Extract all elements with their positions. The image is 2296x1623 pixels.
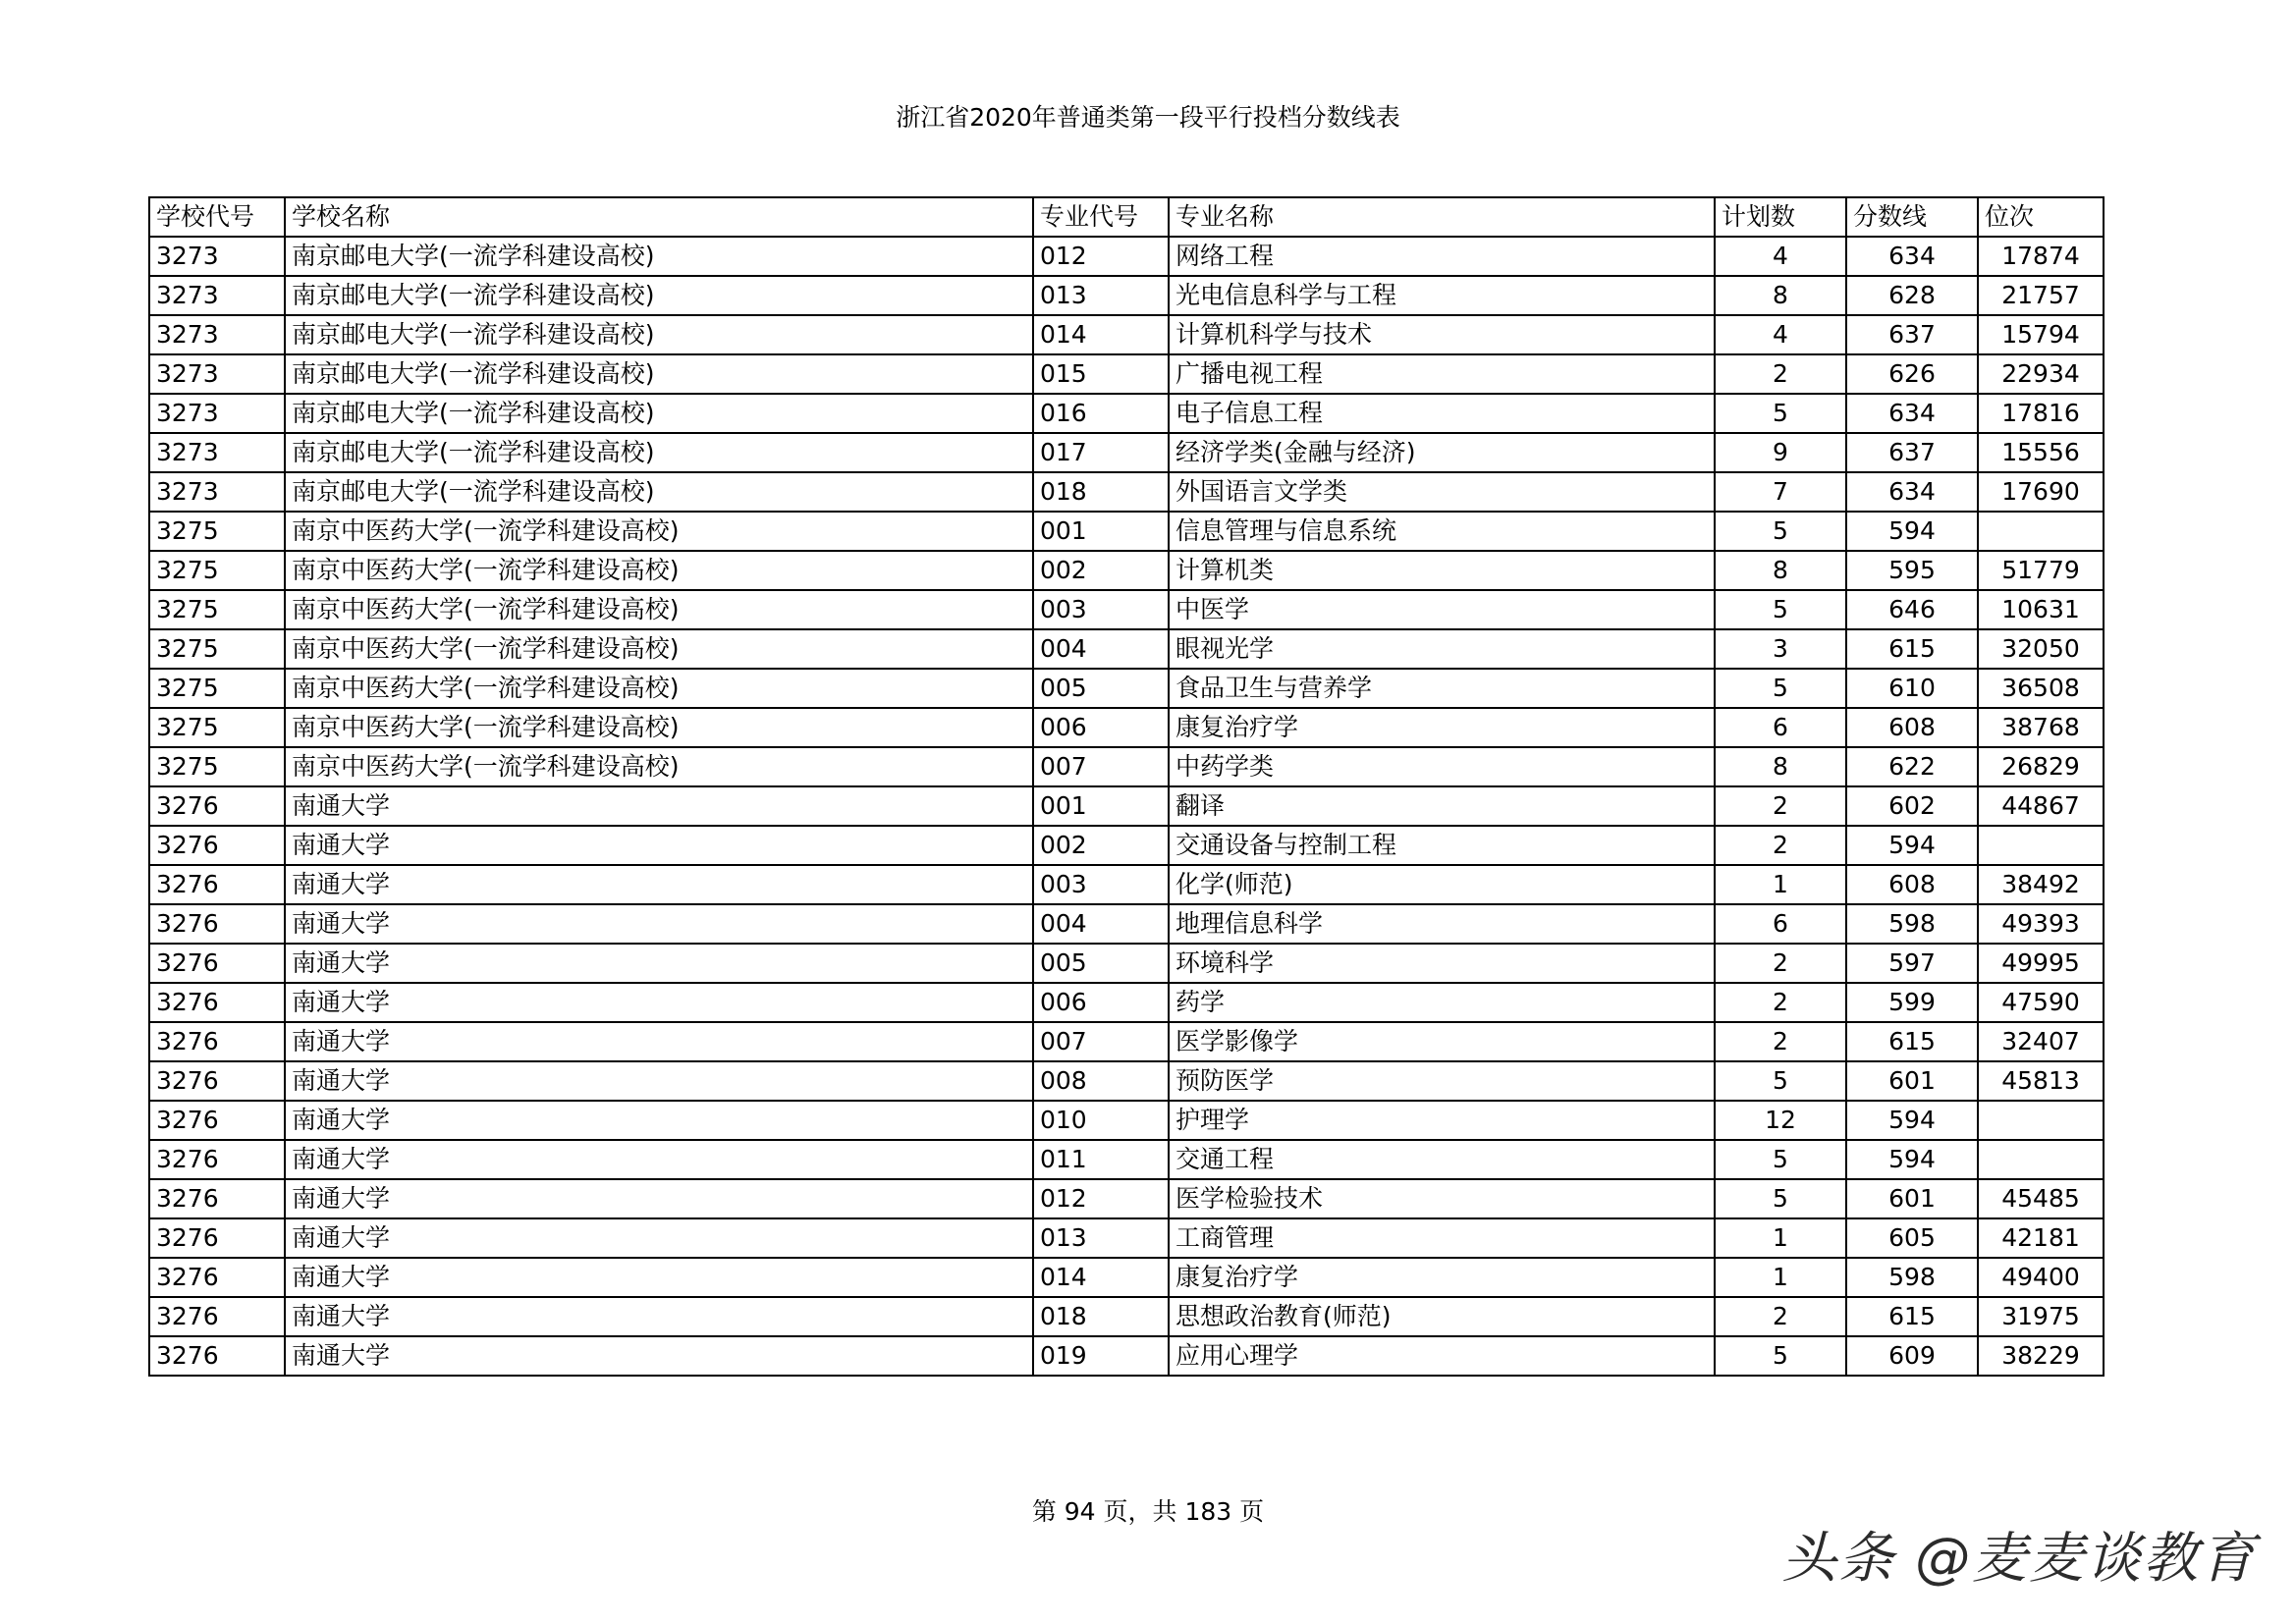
table-row <box>149 944 2104 983</box>
rank-cell: 31975 <box>1978 1297 2104 1336</box>
table-row <box>149 1061 2104 1101</box>
major-name-cell: 康复治疗学 <box>1169 708 1715 747</box>
major-name-cell: 眼视光学 <box>1169 629 1715 669</box>
school-name-cell: 南通大学 <box>285 1258 1033 1297</box>
score-line-cell: 602 <box>1846 786 1978 826</box>
score-line-cell: 601 <box>1846 1179 1978 1218</box>
rank-cell: 21757 <box>1978 276 2104 315</box>
school-name-cell: 南通大学 <box>285 1336 1033 1376</box>
major-code-cell: 007 <box>1033 747 1169 786</box>
major-name-cell: 电子信息工程 <box>1169 394 1715 433</box>
school-name-cell: 南通大学 <box>285 1140 1033 1179</box>
school-name-cell: 南京邮电大学(一流学科建设高校) <box>285 394 1033 433</box>
table-row <box>149 354 2104 394</box>
major-code-cell: 014 <box>1033 315 1169 354</box>
school-name-cell: 南通大学 <box>285 1022 1033 1061</box>
major-name-cell: 地理信息科学 <box>1169 904 1715 944</box>
rank-cell: 49995 <box>1978 944 2104 983</box>
document-title: 浙江省2020年普通类第一段平行投档分数线表 <box>896 103 1400 132</box>
major-code-cell: 008 <box>1033 1061 1169 1101</box>
rank-cell: 26829 <box>1978 747 2104 786</box>
score-line-cell: 634 <box>1846 394 1978 433</box>
table-row <box>149 1179 2104 1218</box>
school-code-cell: 3273 <box>149 276 285 315</box>
table-row <box>149 1022 2104 1061</box>
major-code-cell: 001 <box>1033 786 1169 826</box>
score-line-cell: 626 <box>1846 354 1978 394</box>
major-code-cell: 002 <box>1033 551 1169 590</box>
rank-cell <box>1978 512 2104 551</box>
table-row <box>149 237 2104 276</box>
major-code-cell: 019 <box>1033 1336 1169 1376</box>
major-name-cell: 工商管理 <box>1169 1218 1715 1258</box>
header-major-name: 专业名称 <box>1169 197 1715 237</box>
school-name-cell: 南通大学 <box>285 1101 1033 1140</box>
major-code-cell: 018 <box>1033 1297 1169 1336</box>
plan-count-cell: 2 <box>1715 786 1846 826</box>
score-line-cell: 628 <box>1846 276 1978 315</box>
plan-count-cell: 1 <box>1715 1258 1846 1297</box>
major-code-cell: 011 <box>1033 1140 1169 1179</box>
plan-count-cell: 8 <box>1715 551 1846 590</box>
major-name-cell: 预防医学 <box>1169 1061 1715 1101</box>
plan-count-cell: 1 <box>1715 1218 1846 1258</box>
school-code-cell: 3276 <box>149 786 285 826</box>
school-code-cell: 3276 <box>149 865 285 904</box>
score-line-cell: 634 <box>1846 472 1978 512</box>
major-name-cell: 光电信息科学与工程 <box>1169 276 1715 315</box>
school-code-cell: 3276 <box>149 1258 285 1297</box>
table-row <box>149 276 2104 315</box>
school-name-cell: 南京中医药大学(一流学科建设高校) <box>285 590 1033 629</box>
header-plan-count: 计划数 <box>1715 197 1846 237</box>
school-name-cell: 南通大学 <box>285 1061 1033 1101</box>
rank-cell <box>1978 826 2104 865</box>
plan-count-cell: 12 <box>1715 1101 1846 1140</box>
major-name-cell: 计算机科学与技术 <box>1169 315 1715 354</box>
major-name-cell: 应用心理学 <box>1169 1336 1715 1376</box>
major-name-cell: 信息管理与信息系统 <box>1169 512 1715 551</box>
rank-cell: 47590 <box>1978 983 2104 1022</box>
plan-count-cell: 5 <box>1715 1336 1846 1376</box>
major-code-cell: 018 <box>1033 472 1169 512</box>
school-name-cell: 南通大学 <box>285 865 1033 904</box>
school-code-cell: 3273 <box>149 354 285 394</box>
rank-cell <box>1978 1140 2104 1179</box>
major-name-cell: 交通工程 <box>1169 1140 1715 1179</box>
score-line-cell: 610 <box>1846 669 1978 708</box>
table-row <box>149 1336 2104 1376</box>
school-code-cell: 3276 <box>149 944 285 983</box>
header-rank: 位次 <box>1978 197 2104 237</box>
major-code-cell: 003 <box>1033 865 1169 904</box>
school-code-cell: 3273 <box>149 433 285 472</box>
header-school-code: 学校代号 <box>149 197 285 237</box>
major-name-cell: 翻译 <box>1169 786 1715 826</box>
table-row <box>149 551 2104 590</box>
school-code-cell: 3276 <box>149 1218 285 1258</box>
major-name-cell: 中医学 <box>1169 590 1715 629</box>
score-line-cell: 615 <box>1846 629 1978 669</box>
major-code-cell: 010 <box>1033 1101 1169 1140</box>
rank-cell: 45485 <box>1978 1179 2104 1218</box>
school-code-cell: 3275 <box>149 708 285 747</box>
rank-cell: 45813 <box>1978 1061 2104 1101</box>
school-code-cell: 3273 <box>149 394 285 433</box>
major-name-cell: 食品卫生与营养学 <box>1169 669 1715 708</box>
header-major-code: 专业代号 <box>1033 197 1169 237</box>
rank-cell: 17874 <box>1978 237 2104 276</box>
school-code-cell: 3276 <box>149 826 285 865</box>
major-name-cell: 交通设备与控制工程 <box>1169 826 1715 865</box>
admission-score-table <box>148 196 2105 1377</box>
major-name-cell: 中药学类 <box>1169 747 1715 786</box>
plan-count-cell: 2 <box>1715 354 1846 394</box>
school-code-cell: 3276 <box>149 1101 285 1140</box>
school-code-cell: 3275 <box>149 629 285 669</box>
score-line-cell: 594 <box>1846 826 1978 865</box>
rank-cell: 36508 <box>1978 669 2104 708</box>
header-score-line: 分数线 <box>1846 197 1978 237</box>
plan-count-cell: 6 <box>1715 708 1846 747</box>
major-code-cell: 006 <box>1033 708 1169 747</box>
school-code-cell: 3273 <box>149 472 285 512</box>
school-code-cell: 3276 <box>149 983 285 1022</box>
school-name-cell: 南京邮电大学(一流学科建设高校) <box>285 354 1033 394</box>
plan-count-cell: 7 <box>1715 472 1846 512</box>
rank-cell <box>1978 1101 2104 1140</box>
plan-count-cell: 1 <box>1715 865 1846 904</box>
rank-cell: 10631 <box>1978 590 2104 629</box>
major-code-cell: 004 <box>1033 904 1169 944</box>
score-line-cell: 598 <box>1846 904 1978 944</box>
watermark: 头条 @麦麦谈教育 <box>1781 1527 2257 1591</box>
table-row <box>149 1258 2104 1297</box>
school-code-cell: 3276 <box>149 1297 285 1336</box>
major-code-cell: 002 <box>1033 826 1169 865</box>
table-row <box>149 786 2104 826</box>
school-name-cell: 南京中医药大学(一流学科建设高校) <box>285 669 1033 708</box>
school-name-cell: 南通大学 <box>285 1179 1033 1218</box>
table-row <box>149 394 2104 433</box>
major-code-cell: 003 <box>1033 590 1169 629</box>
major-name-cell: 药学 <box>1169 983 1715 1022</box>
school-name-cell: 南京中医药大学(一流学科建设高校) <box>285 629 1033 669</box>
rank-cell: 22934 <box>1978 354 2104 394</box>
plan-count-cell: 5 <box>1715 1061 1846 1101</box>
major-name-cell: 护理学 <box>1169 1101 1715 1140</box>
table-header-row <box>149 197 2104 237</box>
school-name-cell: 南通大学 <box>285 1297 1033 1336</box>
school-code-cell: 3275 <box>149 512 285 551</box>
score-line-cell: 615 <box>1846 1022 1978 1061</box>
major-name-cell: 化学(师范) <box>1169 865 1715 904</box>
school-code-cell: 3275 <box>149 669 285 708</box>
school-name-cell: 南京中医药大学(一流学科建设高校) <box>285 708 1033 747</box>
rank-cell: 32050 <box>1978 629 2104 669</box>
rank-cell: 49393 <box>1978 904 2104 944</box>
school-code-cell: 3275 <box>149 551 285 590</box>
plan-count-cell: 2 <box>1715 1022 1846 1061</box>
school-code-cell: 3276 <box>149 1061 285 1101</box>
plan-count-cell: 6 <box>1715 904 1846 944</box>
rank-cell: 17690 <box>1978 472 2104 512</box>
school-code-cell: 3275 <box>149 747 285 786</box>
major-name-cell: 思想政治教育(师范) <box>1169 1297 1715 1336</box>
rank-cell: 17816 <box>1978 394 2104 433</box>
table-row <box>149 708 2104 747</box>
score-line-cell: 637 <box>1846 433 1978 472</box>
table-row <box>149 1218 2104 1258</box>
table-body <box>149 237 2104 1376</box>
school-code-cell: 3276 <box>149 1140 285 1179</box>
school-code-cell: 3273 <box>149 315 285 354</box>
school-name-cell: 南京邮电大学(一流学科建设高校) <box>285 433 1033 472</box>
school-name-cell: 南通大学 <box>285 786 1033 826</box>
major-code-cell: 012 <box>1033 237 1169 276</box>
score-line-cell: 605 <box>1846 1218 1978 1258</box>
table-row <box>149 1140 2104 1179</box>
school-name-cell: 南通大学 <box>285 904 1033 944</box>
score-line-cell: 634 <box>1846 237 1978 276</box>
major-code-cell: 017 <box>1033 433 1169 472</box>
rank-cell: 32407 <box>1978 1022 2104 1061</box>
major-name-cell: 康复治疗学 <box>1169 1258 1715 1297</box>
plan-count-cell: 2 <box>1715 826 1846 865</box>
table-row <box>149 983 2104 1022</box>
table-row <box>149 669 2104 708</box>
major-name-cell: 外国语言文学类 <box>1169 472 1715 512</box>
table-row <box>149 1101 2104 1140</box>
header-school-name: 学校名称 <box>285 197 1033 237</box>
table-row <box>149 1297 2104 1336</box>
plan-count-cell: 3 <box>1715 629 1846 669</box>
score-line-cell: 646 <box>1846 590 1978 629</box>
school-name-cell: 南京中医药大学(一流学科建设高校) <box>285 747 1033 786</box>
school-code-cell: 3275 <box>149 590 285 629</box>
major-code-cell: 012 <box>1033 1179 1169 1218</box>
page-footer: 第 94 页，共 183 页 <box>1031 1497 1265 1526</box>
rank-cell: 42181 <box>1978 1218 2104 1258</box>
table-row <box>149 826 2104 865</box>
table-row <box>149 629 2104 669</box>
rank-cell: 51779 <box>1978 551 2104 590</box>
school-code-cell: 3273 <box>149 237 285 276</box>
school-name-cell: 南京邮电大学(一流学科建设高校) <box>285 315 1033 354</box>
score-line-cell: 598 <box>1846 1258 1978 1297</box>
table-row <box>149 315 2104 354</box>
major-name-cell: 医学影像学 <box>1169 1022 1715 1061</box>
school-name-cell: 南通大学 <box>285 983 1033 1022</box>
plan-count-cell: 2 <box>1715 983 1846 1022</box>
table-row <box>149 433 2104 472</box>
major-name-cell: 广播电视工程 <box>1169 354 1715 394</box>
table-row <box>149 472 2104 512</box>
plan-count-cell: 4 <box>1715 237 1846 276</box>
major-code-cell: 004 <box>1033 629 1169 669</box>
major-code-cell: 014 <box>1033 1258 1169 1297</box>
school-name-cell: 南京中医药大学(一流学科建设高校) <box>285 512 1033 551</box>
table-row <box>149 512 2104 551</box>
plan-count-cell: 5 <box>1715 590 1846 629</box>
major-code-cell: 006 <box>1033 983 1169 1022</box>
score-line-cell: 609 <box>1846 1336 1978 1376</box>
rank-cell: 49400 <box>1978 1258 2104 1297</box>
school-code-cell: 3276 <box>149 1179 285 1218</box>
school-name-cell: 南通大学 <box>285 944 1033 983</box>
plan-count-cell: 5 <box>1715 1179 1846 1218</box>
school-code-cell: 3276 <box>149 904 285 944</box>
table-row <box>149 904 2104 944</box>
school-name-cell: 南通大学 <box>285 1218 1033 1258</box>
score-line-cell: 608 <box>1846 708 1978 747</box>
school-code-cell: 3276 <box>149 1336 285 1376</box>
table-row <box>149 865 2104 904</box>
score-line-cell: 594 <box>1846 512 1978 551</box>
score-line-cell: 601 <box>1846 1061 1978 1101</box>
table-row <box>149 590 2104 629</box>
major-code-cell: 001 <box>1033 512 1169 551</box>
major-name-cell: 经济学类(金融与经济) <box>1169 433 1715 472</box>
major-code-cell: 007 <box>1033 1022 1169 1061</box>
major-name-cell: 医学检验技术 <box>1169 1179 1715 1218</box>
school-name-cell: 南京邮电大学(一流学科建设高校) <box>285 472 1033 512</box>
plan-count-cell: 2 <box>1715 1297 1846 1336</box>
school-code-cell: 3276 <box>149 1022 285 1061</box>
score-line-cell: 597 <box>1846 944 1978 983</box>
plan-count-cell: 5 <box>1715 512 1846 551</box>
major-name-cell: 网络工程 <box>1169 237 1715 276</box>
score-line-cell: 608 <box>1846 865 1978 904</box>
school-name-cell: 南京邮电大学(一流学科建设高校) <box>285 276 1033 315</box>
rank-cell: 15794 <box>1978 315 2104 354</box>
major-code-cell: 016 <box>1033 394 1169 433</box>
score-line-cell: 622 <box>1846 747 1978 786</box>
table-row <box>149 747 2104 786</box>
major-code-cell: 013 <box>1033 276 1169 315</box>
score-line-cell: 637 <box>1846 315 1978 354</box>
plan-count-cell: 2 <box>1715 944 1846 983</box>
school-name-cell: 南通大学 <box>285 826 1033 865</box>
major-code-cell: 005 <box>1033 944 1169 983</box>
major-name-cell: 环境科学 <box>1169 944 1715 983</box>
plan-count-cell: 5 <box>1715 669 1846 708</box>
major-code-cell: 015 <box>1033 354 1169 394</box>
score-line-cell: 594 <box>1846 1140 1978 1179</box>
major-code-cell: 013 <box>1033 1218 1169 1258</box>
rank-cell: 38768 <box>1978 708 2104 747</box>
plan-count-cell: 8 <box>1715 747 1846 786</box>
rank-cell: 38229 <box>1978 1336 2104 1376</box>
major-name-cell: 计算机类 <box>1169 551 1715 590</box>
score-line-cell: 599 <box>1846 983 1978 1022</box>
plan-count-cell: 4 <box>1715 315 1846 354</box>
school-name-cell: 南京邮电大学(一流学科建设高校) <box>285 237 1033 276</box>
rank-cell: 44867 <box>1978 786 2104 826</box>
plan-count-cell: 8 <box>1715 276 1846 315</box>
rank-cell: 38492 <box>1978 865 2104 904</box>
major-code-cell: 005 <box>1033 669 1169 708</box>
plan-count-cell: 5 <box>1715 1140 1846 1179</box>
school-name-cell: 南京中医药大学(一流学科建设高校) <box>285 551 1033 590</box>
score-line-cell: 595 <box>1846 551 1978 590</box>
rank-cell: 15556 <box>1978 433 2104 472</box>
score-line-cell: 615 <box>1846 1297 1978 1336</box>
plan-count-cell: 5 <box>1715 394 1846 433</box>
score-line-cell: 594 <box>1846 1101 1978 1140</box>
plan-count-cell: 9 <box>1715 433 1846 472</box>
